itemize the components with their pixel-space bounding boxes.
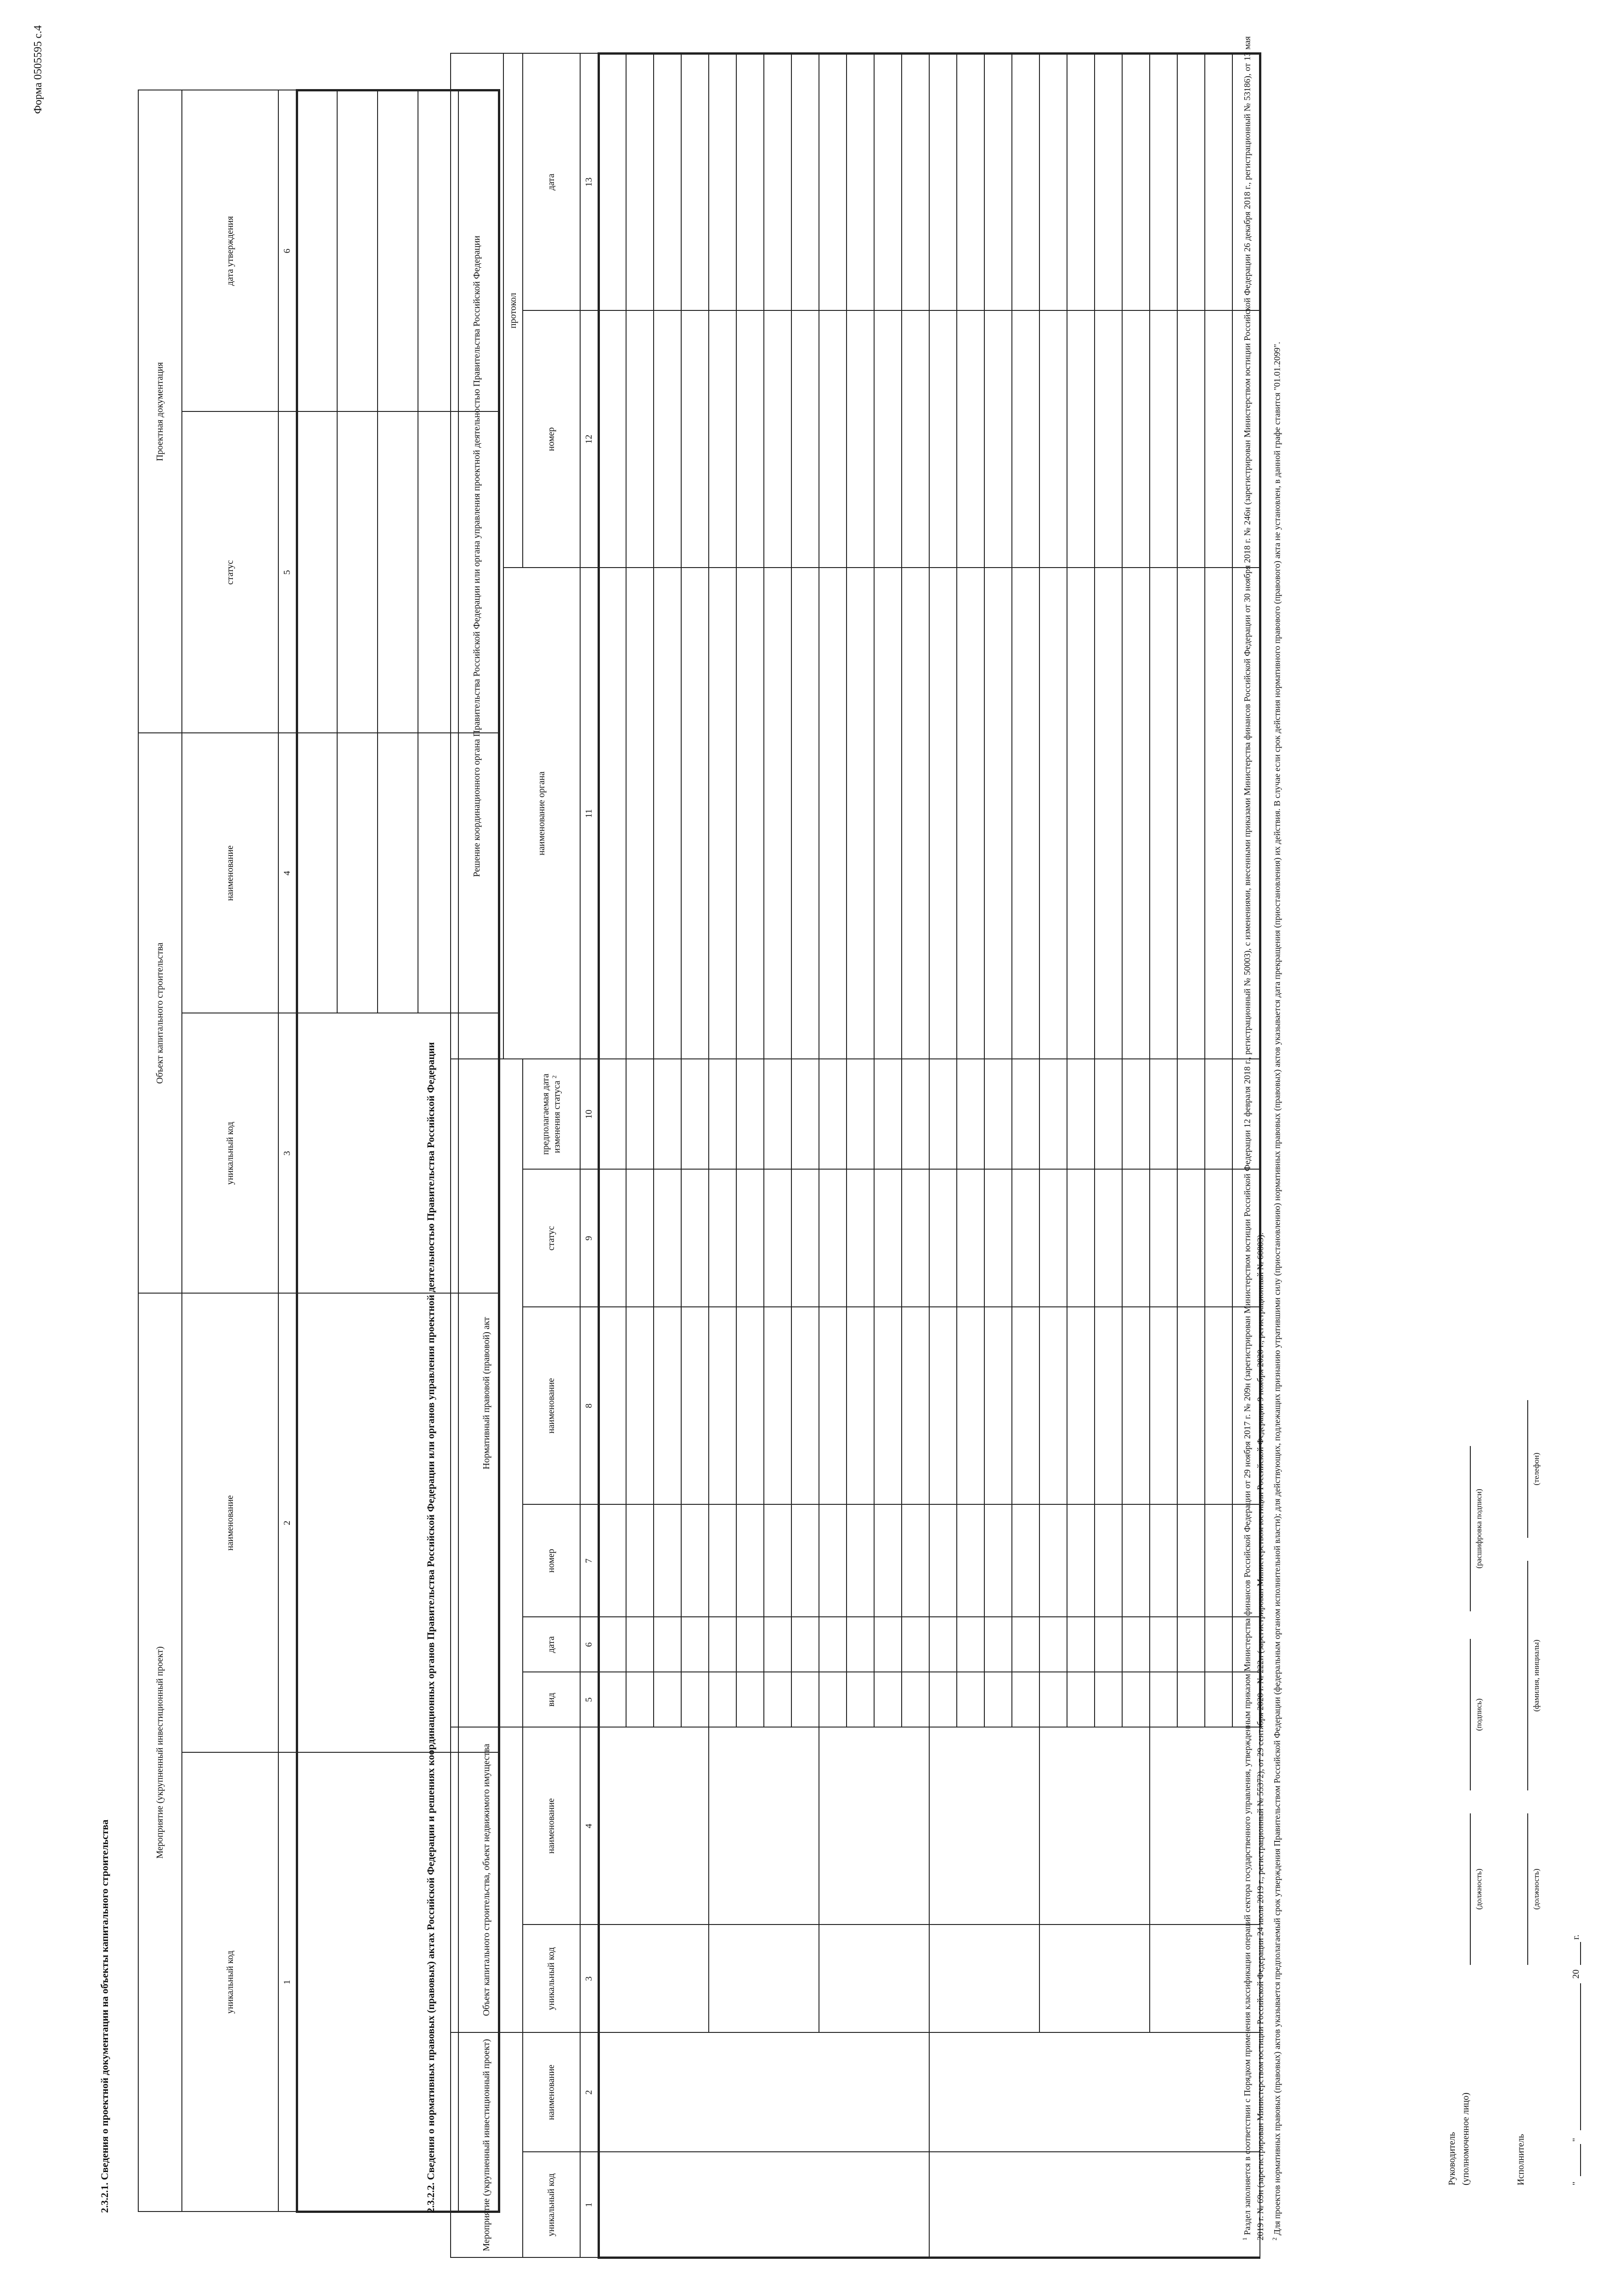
footnotes	[1240, 36, 1287, 2240]
col-protocol-number: номер	[523, 310, 580, 568]
col-act-status: статус	[523, 1169, 580, 1307]
col-object-code: уникальный код	[182, 1013, 278, 1293]
caption-position: (должность)	[1532, 1868, 1541, 1910]
date-quote-open: "	[1571, 2181, 1581, 2185]
caption-signature: (подпись)	[1474, 1698, 1483, 1731]
date-year-line[interactable]	[1580, 1942, 1581, 1965]
head-signature-line[interactable]	[1470, 1639, 1471, 1790]
col-unique-code: уникальный код	[523, 2152, 580, 2258]
group-activity: Мероприятие (укрупненный инвестиционный проект)	[138, 1293, 182, 2212]
col-object-name: наименование	[523, 1727, 580, 1925]
group-design: Проектная документация	[138, 90, 182, 733]
head-label-sub: (уполномоченное лицо)	[1461, 2092, 1471, 2185]
executor-name-line[interactable]	[1527, 1561, 1528, 1790]
col-number: 3	[278, 1013, 297, 1293]
col-approval-date: дата утверждения	[182, 90, 278, 411]
col-number: 13	[580, 53, 599, 310]
table-row	[929, 53, 957, 2257]
col-act-kind: вид	[523, 1672, 580, 1727]
head-position-line[interactable]	[1470, 1813, 1471, 1965]
col-number: 4	[278, 733, 297, 1013]
head-label: Руководитель	[1447, 2132, 1457, 2185]
col-number: 5	[580, 1672, 599, 1727]
section2-title: 2.3.2.2. Сведения о нормативных правовых (правовых) актах Российской Федерации и решениях координационных органов Правительства Российской Федерации или органов управления проектной деятельностью Правительства Российской Федерации	[425, 1042, 436, 2213]
col-object-code: уникальный код	[523, 1925, 580, 2032]
date-day-line[interactable]	[1580, 2144, 1581, 2176]
col-object-name: наименование	[182, 733, 278, 1013]
col-number: 6	[580, 1617, 599, 1672]
table-row	[1039, 53, 1067, 2257]
col-unique-code: уникальный код	[182, 1753, 278, 2212]
head-decoding-line[interactable]	[1470, 1446, 1471, 1611]
col-protocol-date: дата	[523, 53, 580, 310]
col-number: 5	[278, 411, 297, 733]
col-number: 8	[580, 1307, 599, 1504]
table-row	[709, 53, 736, 2257]
caption-name: (фамилия, инициалы)	[1532, 1639, 1541, 1712]
col-act-date: дата	[523, 1617, 580, 1672]
col-status-change-date: предполагаемая дата изменения статуса $^2$	[523, 1059, 580, 1169]
col-number: 10	[580, 1059, 599, 1169]
col-number: 2	[580, 2032, 599, 2152]
col-number: 1	[580, 2152, 599, 2258]
table-row	[819, 53, 847, 2257]
executor-phone-line[interactable]	[1527, 1400, 1528, 1538]
col-body-name: наименование органа	[503, 568, 580, 1059]
col-name: наименование	[182, 1293, 278, 1752]
col-number: 11	[580, 568, 599, 1059]
table-row	[1150, 53, 1177, 2257]
section1-title: 2.3.2.1. Сведения о проектной документации на объекты капитального строительства	[99, 1819, 110, 2213]
design-docs-table	[138, 89, 500, 2213]
executor-position-line[interactable]	[1527, 1813, 1528, 1965]
group-activity: Мероприятие (укрупненный инвестиционный проект)	[451, 2032, 523, 2257]
col-act-name: наименование	[523, 1307, 580, 1504]
col-number: 9	[580, 1169, 599, 1307]
col-number: 1	[278, 1753, 297, 2212]
footnote-2: $^2$ Для проектов нормативных правовых (правовых) актов указывается предполагаемый срок утверждения Правительством Российской Федерации (федеральным органом исполнительной власти); для действующих, подлежащих признанию утратившими силу (приостановлению) нормативных правовых (правовых) актов указывается дата прекращения (приостановления) их действия. В случае если срок действия нормативного правового (правового) акта не установлен, в данной графе ставится "01.01.2099".	[1271, 342, 1282, 2240]
footnote-1: $^1$ Раздел заполняется в соответствии с Порядком применения классификации операций сектора государственного управления, утвержденным приказом Министерства финансов Российской Федерации от 29 ноября 2017 г. № 209н (зарегистрирован Министерством юстиции Российской Федерации 12 февраля 2018 г., регистрационный № 50003), с изменениями, внесенными приказами Министерства финансов Российской Федерации от 30 ноября 2018 г. № 246н (зарегистрирован Министерством юстиции Российской Федерации 26 декабря 2018 г., регистрационный № 53186), от 13 мая 2019 г. № 69н (зарегистрирован Министерством юстиции Российской Федерации 24 июля 2019 г., регистрационный № 55372), от 29 сентября 2020 г. № 222н (зарегистрирован Министерством юстиции Российской Федерации 9 ноября 2020 г., регистрационный № 60803).	[1241, 36, 1265, 2240]
date-year-suffix: г.	[1571, 1935, 1581, 1940]
group-object: Объект капитального строительства	[138, 733, 182, 1293]
col-name: наименование	[523, 2032, 580, 2152]
col-number: 7	[580, 1504, 599, 1617]
executor-label: Исполнитель	[1516, 2134, 1526, 2185]
col-act-number: номер	[523, 1504, 580, 1617]
col-number: 4	[580, 1727, 599, 1925]
col-number: 6	[278, 90, 297, 411]
caption-decoding: (расшифровка подписи)	[1474, 1489, 1483, 1569]
caption-phone: (телефон)	[1532, 1452, 1541, 1486]
col-number: 12	[580, 310, 599, 568]
legal-acts-body	[599, 53, 1260, 2257]
caption-position: (должность)	[1474, 1868, 1483, 1910]
legal-acts-table	[450, 52, 1261, 2259]
group-decision: Решение координационного органа Правительства Российской Федерации или органа управления проектной деятельностью Правительства Российской Федерации	[451, 53, 503, 1059]
footnote-ref-2: 2	[550, 1075, 558, 1079]
group-object: Объект капитального строительства, объект недвижимого имущества	[451, 1727, 523, 2032]
date-year-prefix: 20	[1571, 1970, 1581, 1979]
col-number: 2	[278, 1293, 297, 1752]
date-month-line[interactable]	[1580, 1983, 1581, 2130]
col-status: статус	[182, 411, 278, 733]
group-act: Нормативный правовой (правовой) акт	[451, 1059, 523, 1727]
group-protocol: протокол	[503, 53, 523, 568]
date-quote-close: "	[1571, 2138, 1581, 2142]
col-number: 3	[580, 1925, 599, 2032]
table-row	[297, 90, 337, 2212]
table-row	[599, 53, 626, 2257]
form-code: Форма 0505595 с.4	[32, 25, 44, 114]
